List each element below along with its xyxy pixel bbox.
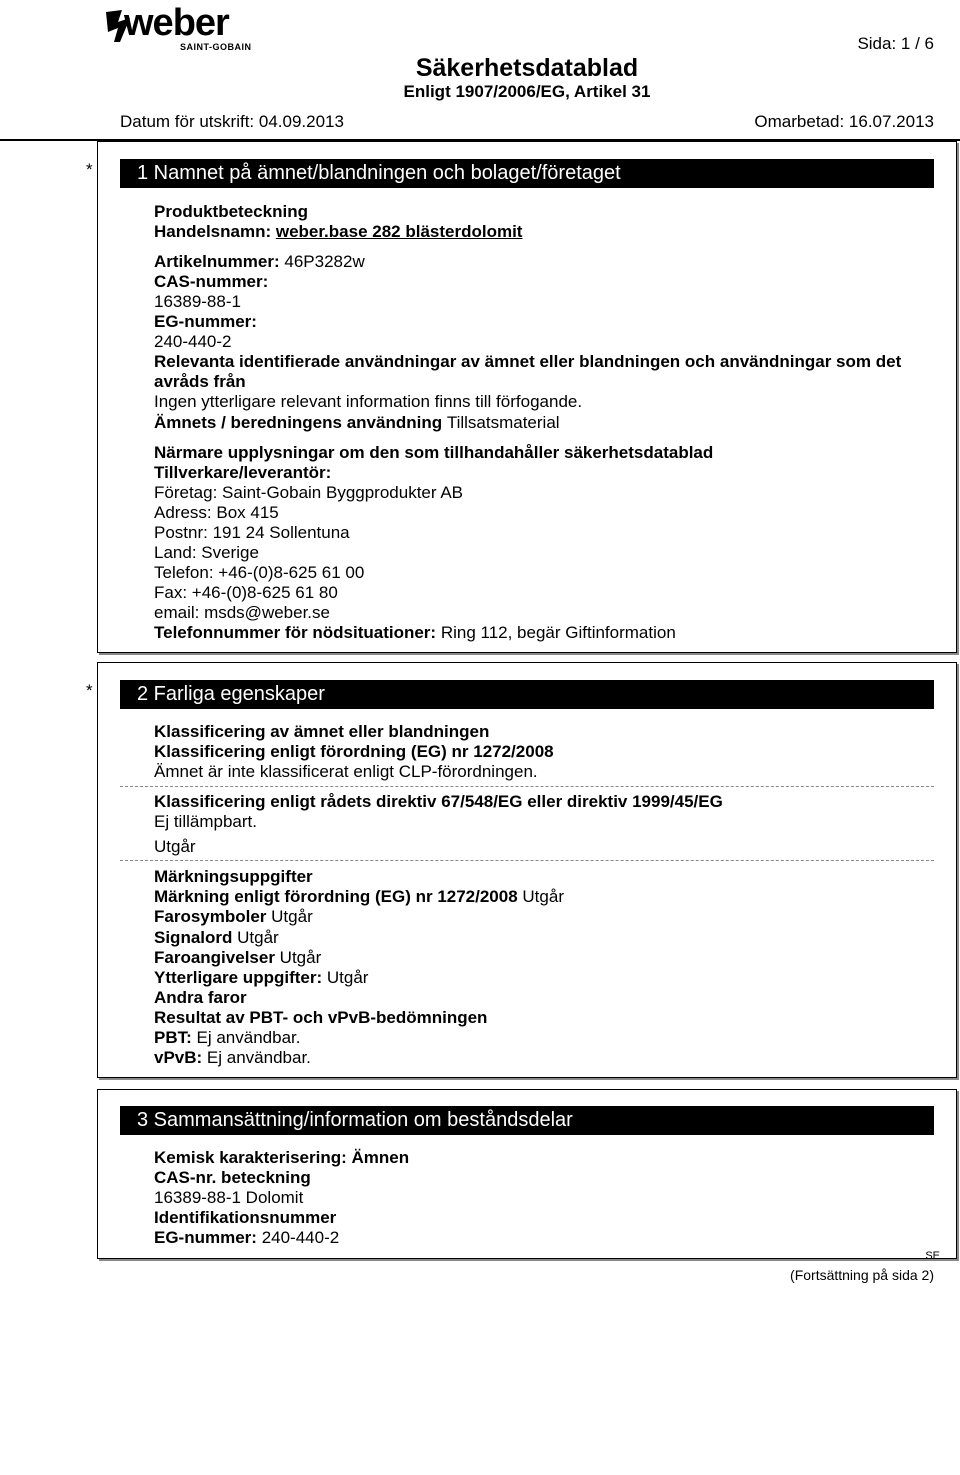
pictograms-value: Utgår xyxy=(271,907,313,926)
hazard-value: Utgår xyxy=(279,948,322,967)
section-3-heading: 3 Sammansättning/information om beståndsdelar xyxy=(120,1106,934,1135)
pictograms-label: Farosymboler xyxy=(154,907,272,926)
trade-name-row xyxy=(154,222,522,242)
article-value: 46P3282w xyxy=(284,252,365,271)
classification-clp-text: Ämnet är inte klassificerat enligt CLP-förordningen. xyxy=(154,762,538,781)
change-marker: * xyxy=(86,160,93,179)
page-number: Sida: 1 / 6 xyxy=(857,34,934,53)
usage-row xyxy=(154,413,560,433)
section-1 xyxy=(97,141,957,653)
pictograms-row xyxy=(154,907,313,927)
usage-label: Ämnets / beredningens användning xyxy=(154,413,447,432)
vpvb-label: vPvB: xyxy=(154,1048,207,1067)
cas-value: 16389-88-1 xyxy=(154,292,241,311)
emergency-row xyxy=(154,623,676,643)
cas-entry: 16389-88-1 Dolomit xyxy=(154,1188,304,1207)
classification-directive-text: Ej tillämpbart. xyxy=(154,812,257,831)
classification-directive-label: Klassificering enligt rådets direktiv 67/548/EG eller direktiv 1999/45/EG xyxy=(154,792,723,811)
signal-value: Utgår xyxy=(237,928,279,947)
eg-label: EG-nummer: xyxy=(154,1228,262,1247)
manufacturer-label: Tillverkare/leverantör: xyxy=(154,463,332,482)
usage-value: Tillsatsmaterial xyxy=(446,413,560,432)
country: Land: Sverige xyxy=(154,543,259,562)
pbt-row xyxy=(154,1028,300,1048)
logo-subtext: SAINT-GOBAIN xyxy=(180,42,252,52)
identification-label: Identifikationsnummer xyxy=(154,1208,337,1227)
language-code: SE xyxy=(925,1250,940,1262)
continued-note: (Fortsättning på sida 2) xyxy=(790,1267,934,1283)
hazard-label: Faroangivelser xyxy=(154,948,280,967)
product-id-label: Produktbeteckning xyxy=(154,202,308,221)
section-3 xyxy=(97,1089,957,1259)
cas-label: CAS-nummer: xyxy=(154,272,269,291)
uses-label-line2: avråds från xyxy=(154,372,246,391)
classification-directive-text2: Utgår xyxy=(154,837,196,856)
trade-name-label: Handelsnamn: xyxy=(154,222,276,241)
eg-value: 240-440-2 xyxy=(261,1228,340,1247)
email: email: msds@weber.se xyxy=(154,603,330,622)
fax: Fax: +46-(0)8-625 61 80 xyxy=(154,583,338,602)
label-clp-row xyxy=(154,887,564,907)
document-title: Säkerhetsdatablad xyxy=(415,54,639,82)
classification-label: Klassificering av ämnet eller blandningen xyxy=(154,722,490,741)
eg-value: 240-440-2 xyxy=(154,332,232,351)
revised-date: Omarbetad: 16.07.2013 xyxy=(754,112,934,131)
divider xyxy=(120,860,934,861)
company: Företag: Saint-Gobain Byggprodukter AB xyxy=(154,483,464,502)
eg-row xyxy=(154,1228,339,1248)
section-1-heading: 1 Namnet på ämnet/blandningen och bolaget/företaget xyxy=(120,159,934,188)
pbt-heading: Resultat av PBT- och vPvB-bedömningen xyxy=(154,1008,488,1027)
section-2 xyxy=(97,662,957,1078)
additional-row xyxy=(154,968,368,988)
emergency-value: Ring 112, begär Giftinformation xyxy=(440,623,676,642)
divider xyxy=(120,786,934,787)
label-clp-value: Utgår xyxy=(522,887,564,906)
phone: Telefon: +46-(0)8-625 61 00 xyxy=(154,563,365,582)
vpvb-value: Ej användbar. xyxy=(206,1048,311,1067)
emergency-label: Telefonnummer för nödsituationer: xyxy=(154,623,441,642)
classification-clp-label: Klassificering enligt förordning (EG) nr 1272/2008 xyxy=(154,742,554,761)
pbt-label: PBT: xyxy=(154,1028,197,1047)
additional-value: Utgår xyxy=(326,968,369,987)
additional-label: Ytterligare uppgifter: xyxy=(154,968,327,987)
signal-label: Signalord xyxy=(154,928,238,947)
document-subtitle: Enligt 1907/2006/EG, Artikel 31 xyxy=(403,82,651,101)
postal-code: Postnr: 191 24 Sollentuna xyxy=(154,523,350,542)
label-heading: Märkningsuppgifter xyxy=(154,867,313,886)
chem-characterization: Kemisk karakterisering: Ämnen xyxy=(154,1148,410,1167)
label-clp-label: Märkning enligt förordning (EG) nr 1272/2008 xyxy=(154,887,523,906)
change-marker: * xyxy=(86,681,93,700)
supplier-heading: Närmare upplysningar om den som tillhandahåller säkerhetsdatablad xyxy=(154,443,714,462)
other-hazards: Andra faror xyxy=(154,988,247,1007)
pbt-value: Ej användbar. xyxy=(196,1028,301,1047)
print-date: Datum för utskrift: 04.09.2013 xyxy=(120,112,344,131)
section-2-heading: 2 Farliga egenskaper xyxy=(120,680,934,709)
weber-logo xyxy=(104,2,254,54)
trade-name-value: weber.base 282 blästerdolomit xyxy=(275,222,523,241)
uses-label-line1: Relevanta identifierade användningar av ämnet eller blandningen och användningar som det xyxy=(154,352,902,371)
uses-text: Ingen ytterligare relevant information finns till förfogande. xyxy=(154,392,583,411)
article-row xyxy=(154,252,365,272)
vpvb-row xyxy=(154,1048,311,1068)
address: Adress: Box 415 xyxy=(154,503,279,522)
cas-designation-label: CAS-nr. beteckning xyxy=(154,1168,311,1187)
signal-row xyxy=(154,928,279,948)
eg-label: EG-nummer: xyxy=(154,312,257,331)
article-label: Artikelnummer: xyxy=(154,252,285,271)
logo-text: weber xyxy=(124,2,229,44)
hazard-row xyxy=(154,948,321,968)
